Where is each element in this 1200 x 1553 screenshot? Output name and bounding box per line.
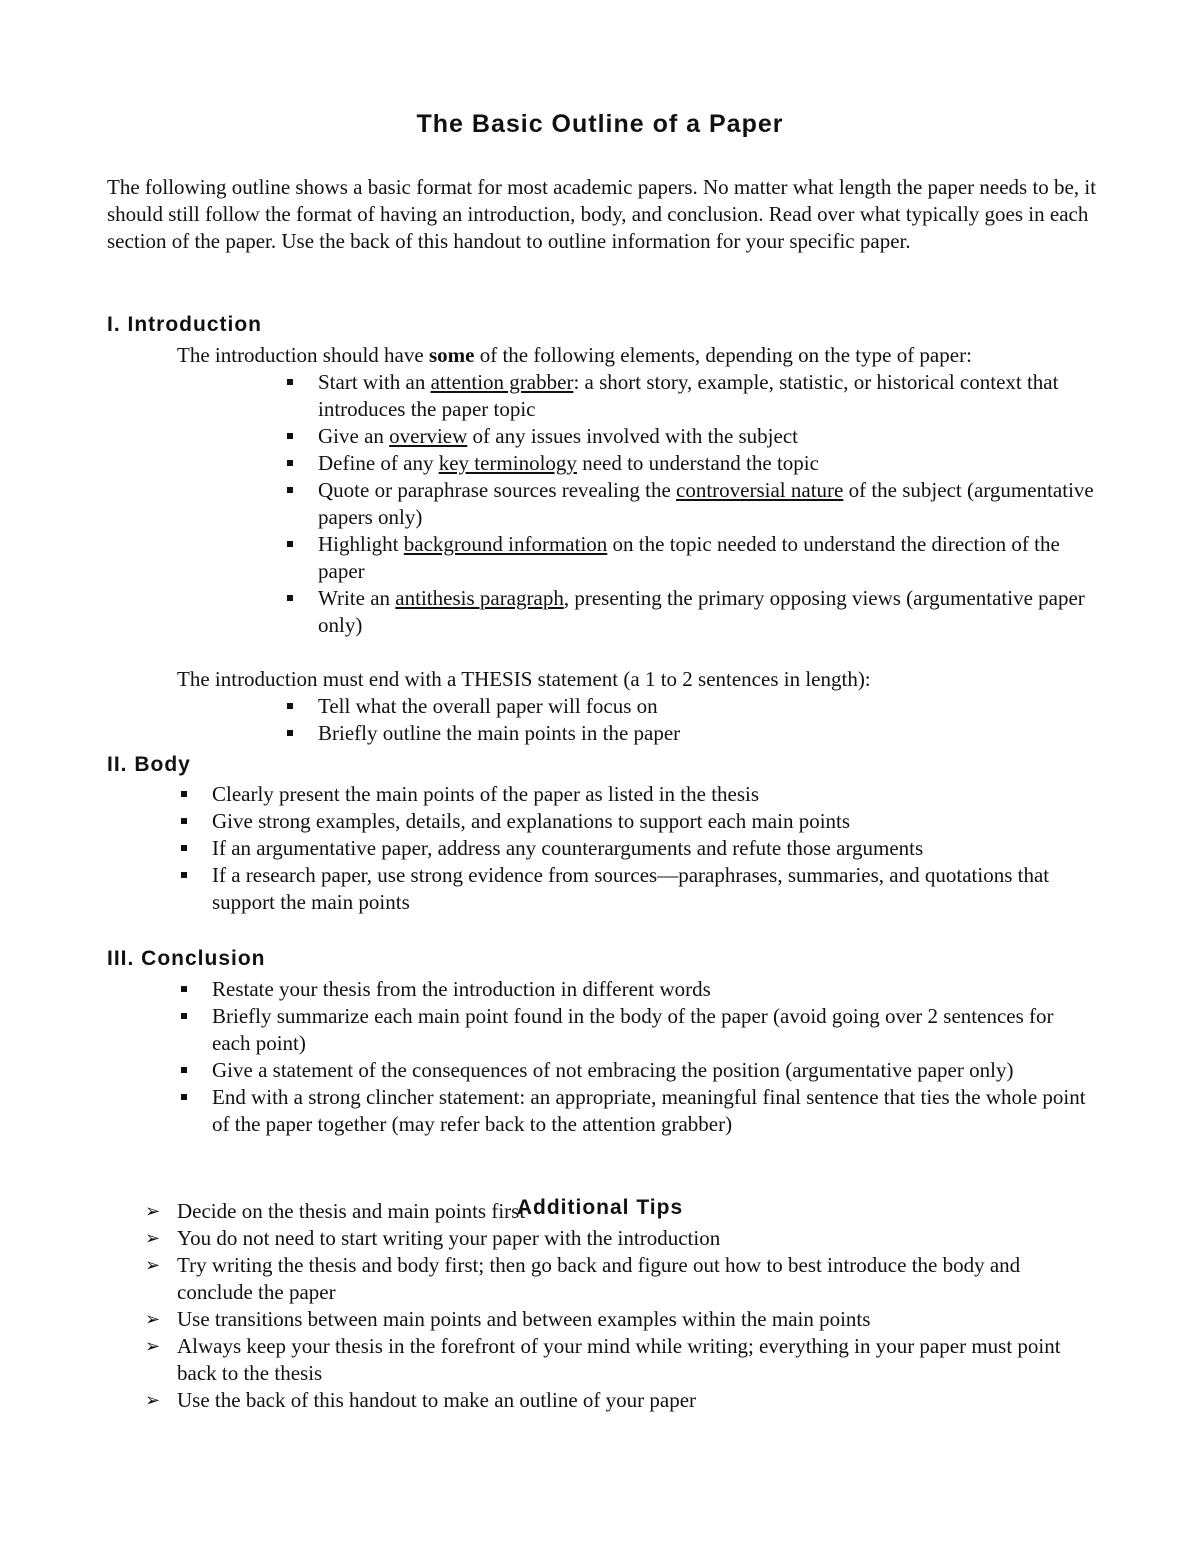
underlined-term: antithesis paragraph [395, 586, 564, 610]
conclusion-list [177, 976, 1097, 1138]
list-item [177, 781, 1057, 808]
tip-item [145, 1333, 1090, 1387]
list-item [283, 450, 1103, 477]
underlined-term: attention grabber [430, 370, 574, 394]
square-bullet-icon [181, 1013, 187, 1019]
tip-text: Always keep your thesis in the forefront of your mind while writing; everything in your paper must point back to the thesis [177, 1334, 1061, 1385]
underlined-term: overview [389, 424, 468, 448]
tip-item [145, 1252, 1090, 1306]
tip-item [145, 1306, 1090, 1333]
tip-text: Try writing the thesis and body first; then go back and figure out how to best introduce the body and conclude the paper [177, 1253, 1021, 1304]
square-bullet-icon [287, 595, 293, 601]
item-text: Restate your thesis from the introduction in different words [212, 977, 711, 1001]
section-heading-conclusion: III. Conclusion [107, 947, 266, 970]
item-text: If an argumentative paper, address any counterarguments and refute those arguments [212, 836, 924, 860]
item-text: of the subject (argumentative papers only) [318, 478, 1094, 529]
item-text: Briefly summarize each main point found in the body of the paper (avoid going over 2 sentences for each point) [212, 1004, 1054, 1055]
section-heading-body: II. Body [107, 753, 191, 776]
arrow-bullet-icon: ➢ [145, 1390, 161, 1411]
list-item [177, 976, 1097, 1003]
square-bullet-icon [287, 487, 293, 493]
list-item [283, 585, 1103, 639]
list-item [177, 1084, 1097, 1138]
section-heading-introduction: I. Introduction [107, 313, 262, 336]
tips-list [145, 1198, 1090, 1414]
tip-item [145, 1225, 1090, 1252]
square-bullet-icon [181, 845, 187, 851]
list-item [177, 862, 1057, 916]
item-text: Tell what the overall paper will focus on [318, 694, 658, 718]
tip-text: Decide on the thesis and main points first [177, 1199, 526, 1223]
list-item [177, 835, 1057, 862]
square-bullet-icon [181, 872, 187, 878]
list-item [177, 808, 1057, 835]
item-text: Give a statement of the consequences of not embracing the position (argumentative paper only) [212, 1058, 1014, 1082]
arrow-bullet-icon: ➢ [145, 1255, 161, 1276]
item-text: : a short story, example, statistic, or historical context that introduces the paper topic [318, 370, 1059, 421]
square-bullet-icon [287, 730, 293, 736]
square-bullet-icon [287, 541, 293, 547]
thesis-list [283, 693, 1103, 747]
square-bullet-icon [181, 791, 187, 797]
lead-text-before: The introduction should have [177, 343, 429, 367]
square-bullet-icon [287, 379, 293, 385]
lead-text-after: of the following elements, depending on the type of paper: [474, 343, 972, 367]
item-text: End with a strong clincher statement: an appropriate, meaningful final sentence that ties the whole point of the paper together (may refer back to the attention grabber) [212, 1085, 1086, 1136]
list-item [283, 531, 1103, 585]
item-text: Briefly outline the main points in the paper [318, 721, 681, 745]
square-bullet-icon [181, 986, 187, 992]
tip-text: You do not need to start writing your paper with the introduction [177, 1226, 721, 1250]
square-bullet-icon [287, 703, 293, 709]
square-bullet-icon [181, 818, 187, 824]
item-text: If a research paper, use strong evidence from sources—paraphrases, summaries, and quotations that support the main points [212, 863, 1050, 914]
item-text: Clearly present the main points of the paper as listed in the thesis [212, 782, 760, 806]
list-item [283, 693, 1103, 720]
item-text: Start with an [318, 370, 431, 394]
underlined-term: background information [403, 532, 608, 556]
item-text: Write an [318, 586, 396, 610]
item-text: need to understand the topic [576, 451, 819, 475]
list-item [283, 720, 1103, 747]
arrow-bullet-icon: ➢ [145, 1201, 161, 1222]
item-text: Highlight [318, 532, 404, 556]
thesis-lead: The introduction must end with a THESIS statement (a 1 to 2 sentences in length): [177, 667, 871, 691]
list-item [177, 1057, 1097, 1084]
list-item [177, 1003, 1097, 1057]
item-text: Give strong examples, details, and explanations to support each main points [212, 809, 851, 833]
body-list [177, 781, 1057, 916]
arrow-bullet-icon: ➢ [145, 1228, 161, 1249]
item-text: Quote or paraphrase sources revealing the [318, 478, 677, 502]
item-text: , presenting the primary opposing views (argumentative paper only) [318, 586, 1085, 637]
list-item [283, 477, 1103, 531]
list-item [283, 369, 1103, 423]
introduction-lead [177, 342, 1097, 369]
square-bullet-icon [181, 1094, 187, 1100]
underlined-term: controversial nature [676, 478, 844, 502]
introduction-elements-list [283, 369, 1103, 639]
tip-text: Use the back of this handout to make an outline of your paper [177, 1388, 697, 1412]
tip-text: Use transitions between main points and between examples within the main points [177, 1307, 871, 1331]
lead-emphasis: some [428, 343, 475, 367]
item-text: of any issues involved with the subject [467, 424, 798, 448]
tip-item [145, 1198, 1090, 1225]
item-text: on the topic needed to understand the direction of the paper [318, 532, 1060, 583]
square-bullet-icon [181, 1067, 187, 1073]
arrow-bullet-icon: ➢ [145, 1336, 161, 1357]
square-bullet-icon [287, 460, 293, 466]
page-title: The Basic Outline of a Paper [416, 110, 784, 138]
tips-heading: Additional Tips [516, 1196, 684, 1219]
list-item [283, 423, 1103, 450]
intro-paragraph: The following outline shows a basic format for most academic papers. No matter what length the paper needs to be, it should still follow the format of having an introduction, body, and conclusion. Read over what typically goes in each section of the paper. Use the back of this handout to outline information for your specific paper. [107, 175, 1097, 253]
tip-item [145, 1387, 1090, 1414]
arrow-bullet-icon: ➢ [145, 1309, 161, 1330]
square-bullet-icon [287, 433, 293, 439]
underlined-term: key terminology [438, 451, 577, 475]
item-text: Define of any [318, 451, 439, 475]
item-text: Give an [318, 424, 390, 448]
